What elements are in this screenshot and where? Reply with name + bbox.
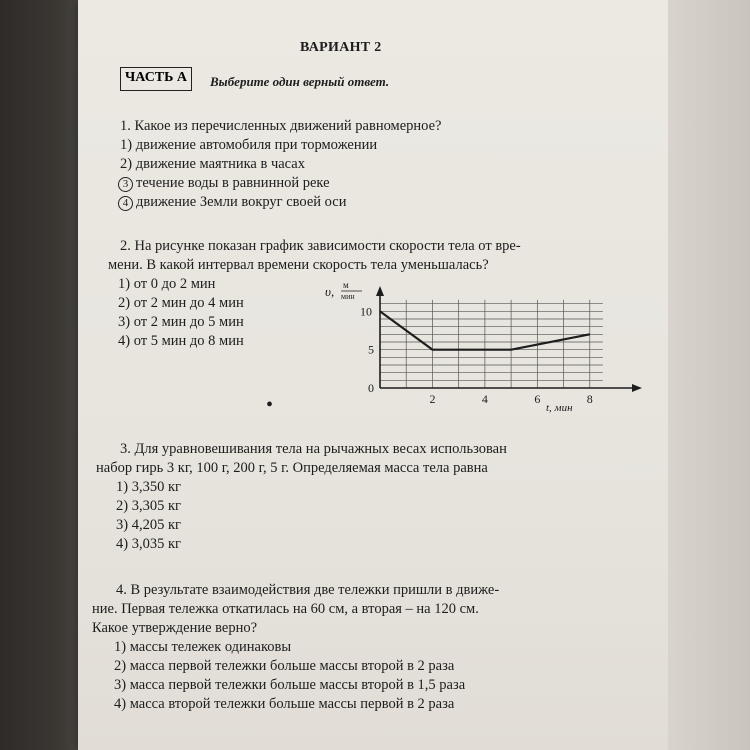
question-4-text-line2: ние. Первая тележка откатилась на 60 см, а вторая – на 120 см.: [92, 601, 479, 617]
question-4-option-4: 4) масса второй тележки больше массы первой в 2 раза: [114, 696, 455, 712]
question-4-option-3: 3) масса первой тележки больше массы второй в 1,5 раза: [114, 677, 466, 693]
question-1-option-2: [120, 156, 305, 172]
y-axis-unit-numerator: м: [343, 280, 349, 290]
y-tick-label: 5: [368, 342, 374, 357]
y-axis-label: υ,: [325, 284, 335, 299]
y-tick-label: 10: [360, 304, 372, 319]
variant-title: ВАРИАНТ 2: [300, 40, 382, 55]
question-3-option-2: 2) 3,305 кг: [116, 498, 181, 514]
question-4-option-2: 2) масса первой тележки больше массы второй в 2 раза: [114, 658, 455, 674]
question-1-option-3: [118, 175, 330, 192]
question-3-option-3: 3) 4,205 кг: [116, 517, 181, 533]
option-text: движение автомобиля при торможении: [135, 137, 378, 153]
graph-tick-labels: [360, 304, 593, 406]
x-tick-label: 2: [429, 392, 436, 406]
question-1-text: 1. Какое из перечисленных движений равномерное?: [120, 118, 442, 134]
question-3-option-4: 4) 3,035 кг: [116, 536, 181, 552]
question-2-option-1: 1) от 0 до 2 мин: [118, 276, 216, 292]
x-tick-label: 8: [586, 392, 593, 406]
question-4-option-1: 1) массы тележек одинаковы: [114, 639, 292, 655]
question-3-text-line1: 3. Для уравновешивания тела на рычажных весах использован: [120, 441, 507, 457]
graph-grid: [380, 300, 603, 388]
x-tick-label: 6: [534, 392, 541, 406]
question-4-text-line3: Какое утверждение верно?: [92, 620, 258, 636]
question-3-option-1: 1) 3,350 кг: [116, 479, 181, 495]
part-instruction: Выберите один верный ответ.: [210, 74, 390, 89]
option-text: течение воды в равнинной реке: [136, 175, 330, 191]
x-axis-label: t, мин: [546, 402, 573, 414]
y-tick-label: 0: [368, 381, 374, 395]
question-2-option-3: 3) от 2 мин до 5 мин: [118, 314, 244, 330]
option-text: движение маятника в часах: [135, 156, 305, 172]
circled-option-number: 4: [118, 196, 133, 211]
page-edge: [668, 0, 750, 750]
stray-dot: •: [266, 394, 274, 416]
question-1-option-1: [120, 137, 377, 153]
option-number: 2): [120, 156, 133, 172]
velocity-time-graph: [310, 280, 593, 420]
question-2-option-2: 2) от 2 мин до 4 мин: [118, 295, 244, 311]
option-number: 1): [120, 137, 133, 153]
circled-option-number: 3: [118, 177, 133, 192]
question-1-option-4: [118, 194, 346, 211]
part-label: ЧАСТЬ А: [120, 67, 192, 91]
question-2-option-4: 4) от 5 мин до 8 мин: [118, 333, 244, 349]
question-4-text-line1: 4. В результате взаимодействия две тележки пришли в движе-: [116, 582, 500, 598]
x-tick-label: 4: [481, 392, 488, 406]
question-2-text-line2: мени. В какой интервал времени скорость тела уменьшалась?: [108, 257, 489, 273]
option-text: движение Земли вокруг своей оси: [136, 194, 347, 210]
y-axis-unit-denominator: мин: [341, 292, 355, 301]
y-axis-arrow: [376, 286, 384, 296]
question-2-text-line1: 2. На рисунке показан график зависимости скорости тела от вре-: [120, 238, 521, 254]
question-3-text-line2: набор гирь 3 кг, 100 г, 200 г, 5 г. Определяемая масса тела равна: [96, 460, 488, 476]
